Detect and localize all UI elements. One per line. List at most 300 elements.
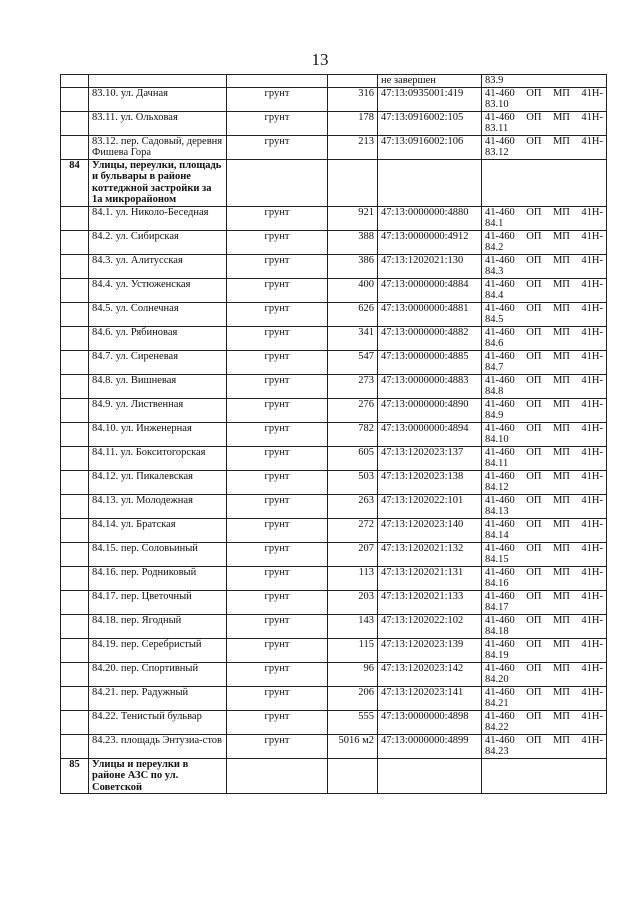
road-id-part: ОП: [526, 278, 542, 290]
row-number-cell: [61, 734, 89, 758]
road-id-line1: [485, 327, 603, 339]
table-row: [61, 254, 607, 278]
length-cell: 5016 м2: [328, 734, 378, 758]
street-name: 84.20. пер. Спортивный: [92, 662, 199, 674]
road-id-line2: 84.1: [485, 218, 504, 229]
road-id-part: 41Н-: [581, 494, 603, 506]
table-row: [61, 518, 607, 542]
length-cell: [328, 758, 378, 794]
road-id-line2: 84.10: [485, 434, 509, 445]
road-id-part: ОП: [526, 135, 542, 147]
length-cell: 276: [328, 398, 378, 422]
road-id-cell: [482, 398, 607, 422]
table-row: [61, 75, 607, 88]
row-number-cell: [61, 542, 89, 566]
surface-type-cell: грунт: [227, 135, 328, 159]
street-name-cell: [89, 614, 227, 638]
road-id-line2: 84.14: [485, 530, 509, 541]
length-cell: 96: [328, 662, 378, 686]
length-cell: [328, 159, 378, 206]
road-id-line1: [485, 399, 603, 411]
road-id-line2: 84.2: [485, 242, 504, 253]
road-id-line2: 83.11: [485, 123, 509, 134]
road-id-line2: 84.4: [485, 290, 504, 301]
road-id-part: ОП: [526, 686, 542, 698]
surface-type-cell: грунт: [227, 87, 328, 111]
cadastral-number-cell: 47:13:1202022:102: [378, 614, 482, 638]
road-id-part: ОП: [526, 710, 542, 722]
street-name-cell: [89, 374, 227, 398]
table-row: [61, 278, 607, 302]
road-id-part: 41-460: [485, 638, 515, 650]
row-number-cell: [61, 470, 89, 494]
length-cell: 782: [328, 422, 378, 446]
surface-type-cell: грунт: [227, 686, 328, 710]
table-row: [61, 686, 607, 710]
road-id-part: 41Н-: [581, 686, 603, 698]
road-id-part: 41Н-: [581, 278, 603, 290]
road-id-part: ОП: [526, 614, 542, 626]
road-id-part: 41Н-: [581, 590, 603, 602]
cadastral-number-cell: не завершен: [378, 75, 482, 88]
road-id-line2: 83.12: [485, 147, 509, 158]
road-id-part: 41-460: [485, 111, 515, 123]
road-id-line1: [485, 279, 603, 291]
street-name-cell: [89, 254, 227, 278]
length-cell: 272: [328, 518, 378, 542]
road-id-part: 41-460: [485, 662, 515, 674]
table-row: [61, 230, 607, 254]
road-id-part: 41-460: [485, 470, 515, 482]
street-name: 84.4. ул. Устюженская: [92, 278, 191, 290]
road-id-part: МП: [552, 111, 570, 123]
road-id-part: ОП: [526, 638, 542, 650]
street-name-cell: [89, 135, 227, 159]
group-row: [61, 159, 607, 206]
road-id-part: 41-460: [485, 278, 515, 290]
cadastral-number-cell: 47:13:0916002:106: [378, 135, 482, 159]
road-id-cell: [482, 662, 607, 686]
road-id-line1: [485, 112, 603, 124]
road-id-part: 41-460: [485, 350, 515, 362]
length-cell: 273: [328, 374, 378, 398]
street-name-cell: [89, 542, 227, 566]
road-id-line1: [485, 207, 603, 219]
surface-type-cell: грунт: [227, 710, 328, 734]
surface-type-cell: грунт: [227, 206, 328, 230]
road-id-part: 41-460: [485, 590, 515, 602]
table-row: [61, 494, 607, 518]
cadastral-number-cell: 47:13:0000000:4880: [378, 206, 482, 230]
road-id-part: 41-460: [485, 302, 515, 314]
length-cell: 503: [328, 470, 378, 494]
road-registry-table: [60, 74, 607, 794]
road-id-line1: [485, 567, 603, 579]
row-number-cell: [61, 566, 89, 590]
cadastral-number-cell: 47:13:0935001:419: [378, 87, 482, 111]
cadastral-number-cell: 47:13:0000000:4885: [378, 350, 482, 374]
road-id-cell: [482, 135, 607, 159]
street-name-cell: [89, 638, 227, 662]
street-name: 84.7. ул. Сиреневая: [92, 350, 179, 362]
surface-type-cell: грунт: [227, 398, 328, 422]
road-id-part: ОП: [526, 206, 542, 218]
road-id-part: ОП: [526, 422, 542, 434]
street-name-cell: [89, 518, 227, 542]
road-id-part: МП: [552, 494, 570, 506]
length-cell: 921: [328, 206, 378, 230]
road-id-part: ОП: [526, 398, 542, 410]
street-name-cell: [89, 686, 227, 710]
road-id-line2: 84.13: [485, 506, 509, 517]
road-id-part: МП: [552, 662, 570, 674]
length-cell: 547: [328, 350, 378, 374]
surface-type-cell: грунт: [227, 470, 328, 494]
road-id-line2: 84.17: [485, 602, 509, 613]
street-name-cell: [89, 206, 227, 230]
cadastral-number-cell: 47:13:0000000:4899: [378, 734, 482, 758]
page-number: 13: [311, 50, 329, 69]
street-name: 84.23. площадь Энтузиа-стов: [92, 734, 222, 746]
cadastral-number-cell: 47:13:1202021:131: [378, 566, 482, 590]
road-id-cell: [482, 542, 607, 566]
road-id-line1: [485, 471, 603, 483]
surface-type-cell: грунт: [227, 566, 328, 590]
street-name-cell: [89, 422, 227, 446]
row-number-cell: [61, 254, 89, 278]
road-id-part: 41-460: [485, 254, 515, 266]
length-cell: 207: [328, 542, 378, 566]
street-name: 84.11. ул. Бокситогорская: [92, 446, 206, 458]
cadastral-number-cell: 47:13:0000000:4912: [378, 230, 482, 254]
road-id-line1: [485, 303, 603, 315]
cadastral-number-cell: 47:13:1202023:138: [378, 470, 482, 494]
road-id-cell: [482, 518, 607, 542]
road-id-part: ОП: [526, 254, 542, 266]
road-id-part: МП: [552, 614, 570, 626]
road-id-line1: [485, 615, 603, 627]
street-name: Улицы, переулки, площадь и бульвары в районе коттеджной застройки за 1а микрорайоном: [92, 159, 222, 205]
row-number-cell: [61, 111, 89, 135]
road-id-part: МП: [552, 278, 570, 290]
road-id-part: 41-460: [485, 734, 515, 746]
table-row: [61, 87, 607, 111]
road-id-part: 41Н-: [581, 638, 603, 650]
road-id-part: 41Н-: [581, 710, 603, 722]
road-id-part: ОП: [526, 302, 542, 314]
table-row: [61, 638, 607, 662]
road-id-part: МП: [552, 87, 570, 99]
cadastral-number-cell: 47:13:1202021:132: [378, 542, 482, 566]
row-number-cell: [61, 614, 89, 638]
road-id-part: 41Н-: [581, 254, 603, 266]
length-cell: 113: [328, 566, 378, 590]
row-number-cell: [61, 135, 89, 159]
street-name-cell: [89, 326, 227, 350]
street-name-cell: [89, 494, 227, 518]
length-cell: 203: [328, 590, 378, 614]
road-id-part: ОП: [526, 590, 542, 602]
road-id-part: 41-460: [485, 135, 515, 147]
cadastral-number-cell: 47:13:1202023:142: [378, 662, 482, 686]
length-cell: [328, 75, 378, 88]
road-id-part: МП: [552, 734, 570, 746]
row-number-cell: [61, 302, 89, 326]
road-id-part: 41-460: [485, 230, 515, 242]
road-id-cell: [482, 710, 607, 734]
road-id-part: МП: [552, 350, 570, 362]
road-id-cell: [482, 470, 607, 494]
street-name: 84.14. ул. Братская: [92, 518, 176, 530]
street-name-cell: [89, 662, 227, 686]
row-number-cell: [61, 374, 89, 398]
road-id-line2: 84.5: [485, 314, 504, 325]
row-number-cell: [61, 278, 89, 302]
cadastral-number-cell: 47:13:1202023:141: [378, 686, 482, 710]
road-id-part: 41-460: [485, 614, 515, 626]
table-row: [61, 422, 607, 446]
road-id-part: 41Н-: [581, 446, 603, 458]
cadastral-number-cell: 47:13:0000000:4894: [378, 422, 482, 446]
row-number-cell: [61, 590, 89, 614]
length-cell: 263: [328, 494, 378, 518]
road-id-part: 41-460: [485, 398, 515, 410]
street-name: 84.17. пер. Цветочный: [92, 590, 192, 602]
road-id-cell: [482, 590, 607, 614]
street-name-cell: [89, 590, 227, 614]
surface-type-cell: грунт: [227, 614, 328, 638]
length-cell: 386: [328, 254, 378, 278]
table-row: [61, 590, 607, 614]
cadastral-number-cell: 47:13:1202023:137: [378, 446, 482, 470]
table-row: [61, 734, 607, 758]
street-name-cell: [89, 159, 227, 206]
street-name: 84.1. ул. Николо-Беседная: [92, 206, 209, 218]
surface-type-cell: [227, 758, 328, 794]
surface-type-cell: грунт: [227, 230, 328, 254]
road-id-line2: 84.7: [485, 362, 504, 373]
street-name-cell: [89, 111, 227, 135]
surface-type-cell: грунт: [227, 518, 328, 542]
street-name: 83.12. пер. Садовый, деревня Фишева Гора: [92, 135, 223, 158]
street-name: 83.10. ул. Дачная: [92, 87, 168, 99]
cadastral-number-cell: 47:13:0916002:105: [378, 111, 482, 135]
road-id-cell: [482, 206, 607, 230]
street-name-cell: [89, 87, 227, 111]
road-id-part: 41-460: [485, 446, 515, 458]
road-id-part: 41Н-: [581, 662, 603, 674]
street-name: 84.18. пер. Ягодный: [92, 614, 182, 626]
road-id-part: ОП: [526, 494, 542, 506]
road-id-line2: 84.19: [485, 650, 509, 661]
road-id-part: 41-460: [485, 422, 515, 434]
length-cell: 388: [328, 230, 378, 254]
road-id-part: 41Н-: [581, 470, 603, 482]
road-id-part: ОП: [526, 446, 542, 458]
length-cell: 316: [328, 87, 378, 111]
street-name: 83.11. ул. Ольховая: [92, 111, 178, 123]
road-id-line1: [485, 423, 603, 435]
road-id-line2: 84.8: [485, 386, 504, 397]
cadastral-number-cell: 47:13:1202021:130: [378, 254, 482, 278]
road-id-part: МП: [552, 710, 570, 722]
road-id-part: МП: [552, 518, 570, 530]
road-id-part: МП: [552, 470, 570, 482]
length-cell: 213: [328, 135, 378, 159]
road-id-part: 41-460: [485, 542, 515, 554]
road-id-cell: [482, 230, 607, 254]
road-id-part: ОП: [526, 326, 542, 338]
street-name: 84.16. пер. Родниковый: [92, 566, 197, 578]
road-id-part: МП: [552, 422, 570, 434]
surface-type-cell: грунт: [227, 254, 328, 278]
road-id-cell: [482, 111, 607, 135]
length-cell: 555: [328, 710, 378, 734]
group-row: [61, 758, 607, 794]
row-number-cell: 85: [61, 758, 89, 794]
surface-type-cell: грунт: [227, 302, 328, 326]
street-name: 84.12. ул. Пикалевская: [92, 470, 193, 482]
cadastral-number-cell: 47:13:1202022:101: [378, 494, 482, 518]
road-id-cell: [482, 614, 607, 638]
table-row: [61, 326, 607, 350]
road-id-part: 41Н-: [581, 542, 603, 554]
table-row: [61, 710, 607, 734]
road-id-cell: [482, 302, 607, 326]
street-name-cell: [89, 734, 227, 758]
road-id-cell: [482, 758, 607, 794]
road-id-part: ОП: [526, 470, 542, 482]
road-id-part: 41-460: [485, 686, 515, 698]
road-id-line1: [485, 447, 603, 459]
street-name: 84.8. ул. Вишневая: [92, 374, 177, 386]
road-id-cell: [482, 374, 607, 398]
table-row: [61, 398, 607, 422]
road-id-line1: [485, 687, 603, 699]
table-row: [61, 662, 607, 686]
street-name: 84.2. ул. Сибирская: [92, 230, 179, 242]
street-name: 84.15. пер. Соловьиный: [92, 542, 198, 554]
table-row: [61, 470, 607, 494]
road-id-part: ОП: [526, 662, 542, 674]
road-id-part: МП: [552, 326, 570, 338]
road-id-line2: 84.12: [485, 482, 509, 493]
road-id-line1: [485, 519, 603, 531]
road-id-part: 41Н-: [581, 87, 603, 99]
cadastral-number-cell: 47:13:0000000:4898: [378, 710, 482, 734]
road-id-part: МП: [552, 135, 570, 147]
table-row: [61, 135, 607, 159]
road-id-part: МП: [552, 374, 570, 386]
surface-type-cell: грунт: [227, 374, 328, 398]
road-id-cell: [482, 254, 607, 278]
road-id-part: 41Н-: [581, 398, 603, 410]
cadastral-number-cell: 47:13:1202021:133: [378, 590, 482, 614]
road-id-line2: 84.23: [485, 746, 509, 757]
road-id-part: МП: [552, 398, 570, 410]
row-number-cell: [61, 87, 89, 111]
street-name-cell: [89, 398, 227, 422]
road-id-part: 41-460: [485, 87, 515, 99]
cadastral-number-cell: 47:13:0000000:4883: [378, 374, 482, 398]
row-number-cell: 84: [61, 159, 89, 206]
length-cell: 115: [328, 638, 378, 662]
street-name-cell: [89, 446, 227, 470]
road-id-part: ОП: [526, 734, 542, 746]
street-name: 84.9. ул. Лиственная: [92, 398, 184, 410]
road-id-line2: 84.20: [485, 674, 509, 685]
street-name-cell: [89, 758, 227, 794]
street-name: 84.19. пер. Серебристый: [92, 638, 202, 650]
road-id-part: МП: [552, 566, 570, 578]
road-id-line2: 84.6: [485, 338, 504, 349]
surface-type-cell: грунт: [227, 446, 328, 470]
road-id-part: 41Н-: [581, 350, 603, 362]
row-number-cell: [61, 686, 89, 710]
road-id-line2: 84.18: [485, 626, 509, 637]
road-id-cell: [482, 734, 607, 758]
cadastral-number-cell: 47:13:0000000:4890: [378, 398, 482, 422]
road-id-part: МП: [552, 206, 570, 218]
road-id-cell: [482, 75, 607, 88]
road-id-part: 41Н-: [581, 422, 603, 434]
road-id-line2: 84.15: [485, 554, 509, 565]
street-name-cell: [89, 302, 227, 326]
road-id-part: МП: [552, 446, 570, 458]
road-id-part: ОП: [526, 87, 542, 99]
row-number-cell: [61, 326, 89, 350]
table-row: [61, 542, 607, 566]
street-name-cell: [89, 278, 227, 302]
street-name: 84.10. ул. Инженерная: [92, 422, 192, 434]
road-id-part: 41Н-: [581, 518, 603, 530]
road-id-cell: [482, 566, 607, 590]
road-id-cell: [482, 686, 607, 710]
surface-type-cell: грунт: [227, 662, 328, 686]
road-id-line1: [485, 136, 603, 148]
length-cell: 178: [328, 111, 378, 135]
road-id-part: 41-460: [485, 206, 515, 218]
surface-type-cell: грунт: [227, 278, 328, 302]
road-id-line2: 84.16: [485, 578, 509, 589]
road-id-part: МП: [552, 590, 570, 602]
road-id-cell: [482, 494, 607, 518]
cadastral-number-cell: 47:13:0000000:4881: [378, 302, 482, 326]
road-id-part: 41-460: [485, 374, 515, 386]
road-id-part: ОП: [526, 111, 542, 123]
row-number-cell: [61, 422, 89, 446]
surface-type-cell: [227, 159, 328, 206]
row-number-cell: [61, 518, 89, 542]
length-cell: 341: [328, 326, 378, 350]
road-id-line2: 84.22: [485, 722, 509, 733]
street-name: 84.21. пер. Радужный: [92, 686, 189, 698]
cadastral-number-cell: 47:13:1202023:139: [378, 638, 482, 662]
road-id-part: 41-460: [485, 494, 515, 506]
road-id-part: 83.9: [485, 75, 504, 86]
road-id-part: МП: [552, 230, 570, 242]
road-id-line2: 83.10: [485, 99, 509, 110]
road-id-line1: [485, 75, 603, 87]
road-id-line2: 84.11: [485, 458, 509, 469]
street-name-cell: [89, 710, 227, 734]
row-number-cell: [61, 710, 89, 734]
road-id-cell: [482, 87, 607, 111]
cadastral-number-cell: [378, 159, 482, 206]
length-cell: 143: [328, 614, 378, 638]
road-id-part: 41Н-: [581, 302, 603, 314]
street-name: Улицы и переулки в районе АЗС по ул. Советской: [92, 758, 189, 793]
